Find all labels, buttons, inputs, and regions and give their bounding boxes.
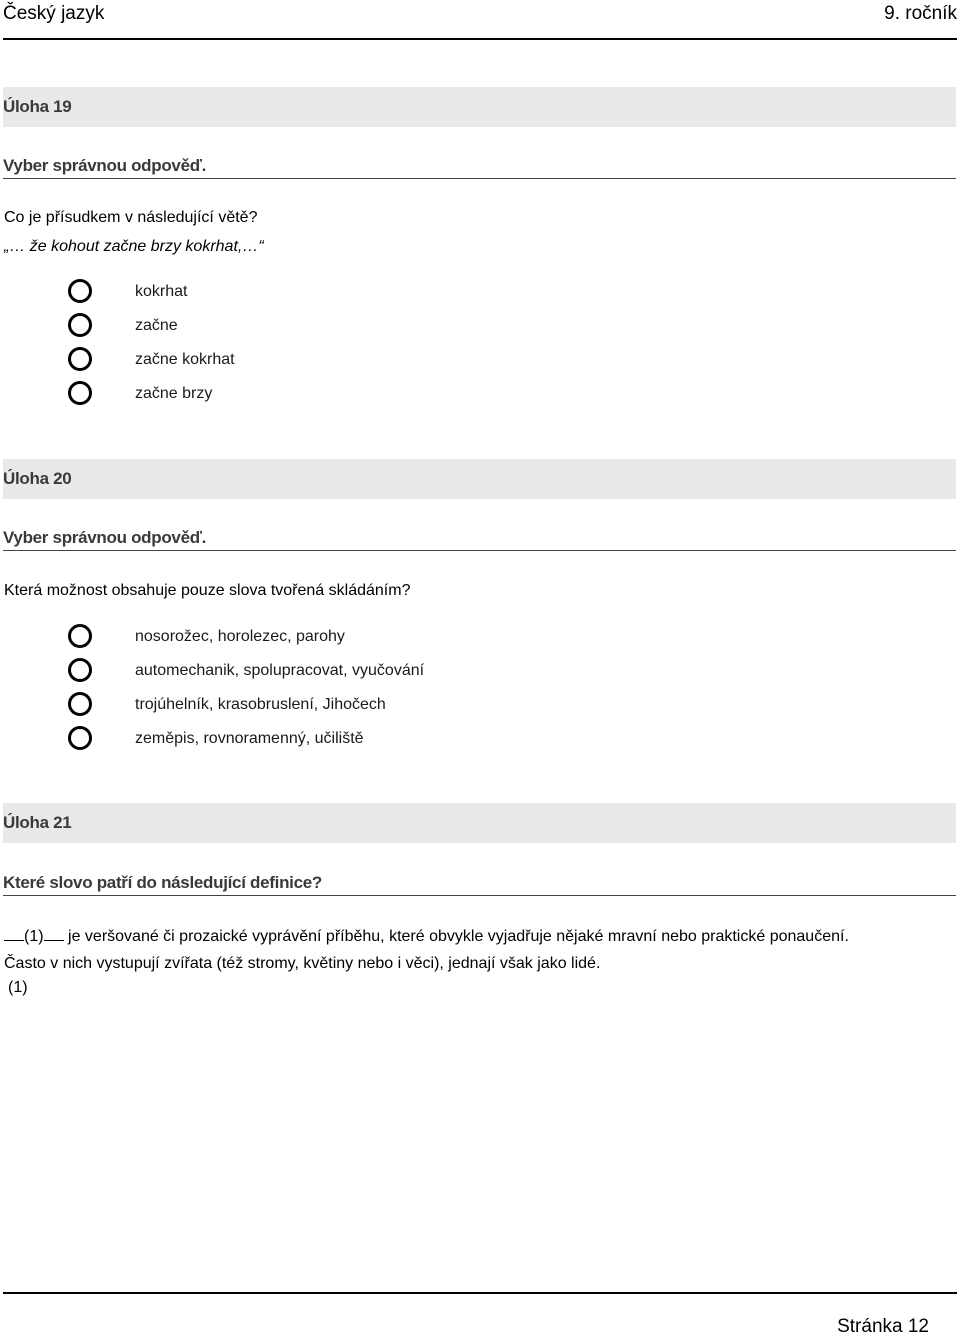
task-20-title: Úloha 20: [3, 469, 72, 488]
task-21-instruction-text: Které slovo patří do následující definice?: [3, 873, 322, 892]
task-19-quote: „… že kohout začne brzy kokrhat,…“: [4, 238, 264, 255]
task-19-option-3-label: začne kokrhat: [135, 351, 235, 368]
task-19-instruction-text: Vyber správnou odpověď.: [3, 156, 207, 175]
task-20-option-2-label: automechanik, spolupracovat, vyučování: [135, 662, 425, 679]
task-20-option-3-label: trojúhelník, krasobruslení, Jihočech: [135, 696, 386, 713]
task-19-option-3-radio[interactable]: [68, 347, 92, 371]
task-20-option-4-radio[interactable]: [68, 726, 92, 750]
task-20-option-3-radio[interactable]: [68, 692, 92, 716]
task-19-question: Co je přísudkem v následující větě?: [4, 209, 258, 226]
task-20-option-1-radio[interactable]: [68, 624, 92, 648]
task-19-header: [3, 87, 956, 127]
grade-label: 9. ročník: [884, 3, 957, 24]
task-19-title: Úloha 19: [3, 97, 72, 116]
footer-divider: [3, 1292, 957, 1294]
blank-marker: (1): [24, 928, 44, 945]
subject-title: Český jazyk: [3, 3, 105, 24]
task-19-option-4-label: začne brzy: [135, 385, 213, 402]
task-21-title: Úloha 21: [3, 813, 72, 832]
task-20-option-2-radio[interactable]: [68, 658, 92, 682]
task-21-definition-line-1: [4, 926, 849, 946]
task-19-option-2-label: začne: [135, 317, 178, 334]
task-20-option-4-label: zeměpis, rovnoramenný, učiliště: [135, 730, 364, 747]
task-20-instruction: [3, 526, 956, 551]
task-20-question: Která možnost obsahuje pouze slova tvořená skládáním?: [4, 582, 411, 599]
task-21-definition-line-2: Často v nich vystupují zvířata (též stromy, květiny nebo i věci), jednají však jako lidé.: [4, 955, 601, 972]
task-20-option-1-label: nosorožec, horolezec, parohy: [135, 628, 345, 645]
page-header: [3, 0, 957, 40]
task-19-instruction: [3, 154, 956, 179]
task-21-answer-input[interactable]: (1): [8, 979, 28, 996]
task-21-header: [3, 803, 956, 843]
page-number: Stránka 12: [837, 1316, 929, 1337]
blank-line-left: [4, 926, 24, 941]
task-19-option-2-radio[interactable]: [68, 313, 92, 337]
task-19-option-1-radio[interactable]: [68, 279, 92, 303]
task-21-instruction: [3, 871, 956, 896]
task-19-option-1-label: kokrhat: [135, 283, 188, 300]
definition-text-1: je veršované či prozaické vyprávění příběhu, které obvykle vyjadřuje nějaké mravní nebo praktické ponaučení.: [68, 928, 849, 945]
task-20-instruction-text: Vyber správnou odpověď.: [3, 528, 207, 547]
task-19-option-4-radio[interactable]: [68, 381, 92, 405]
task-20-header: [3, 459, 956, 499]
blank-line-right: [44, 926, 64, 941]
